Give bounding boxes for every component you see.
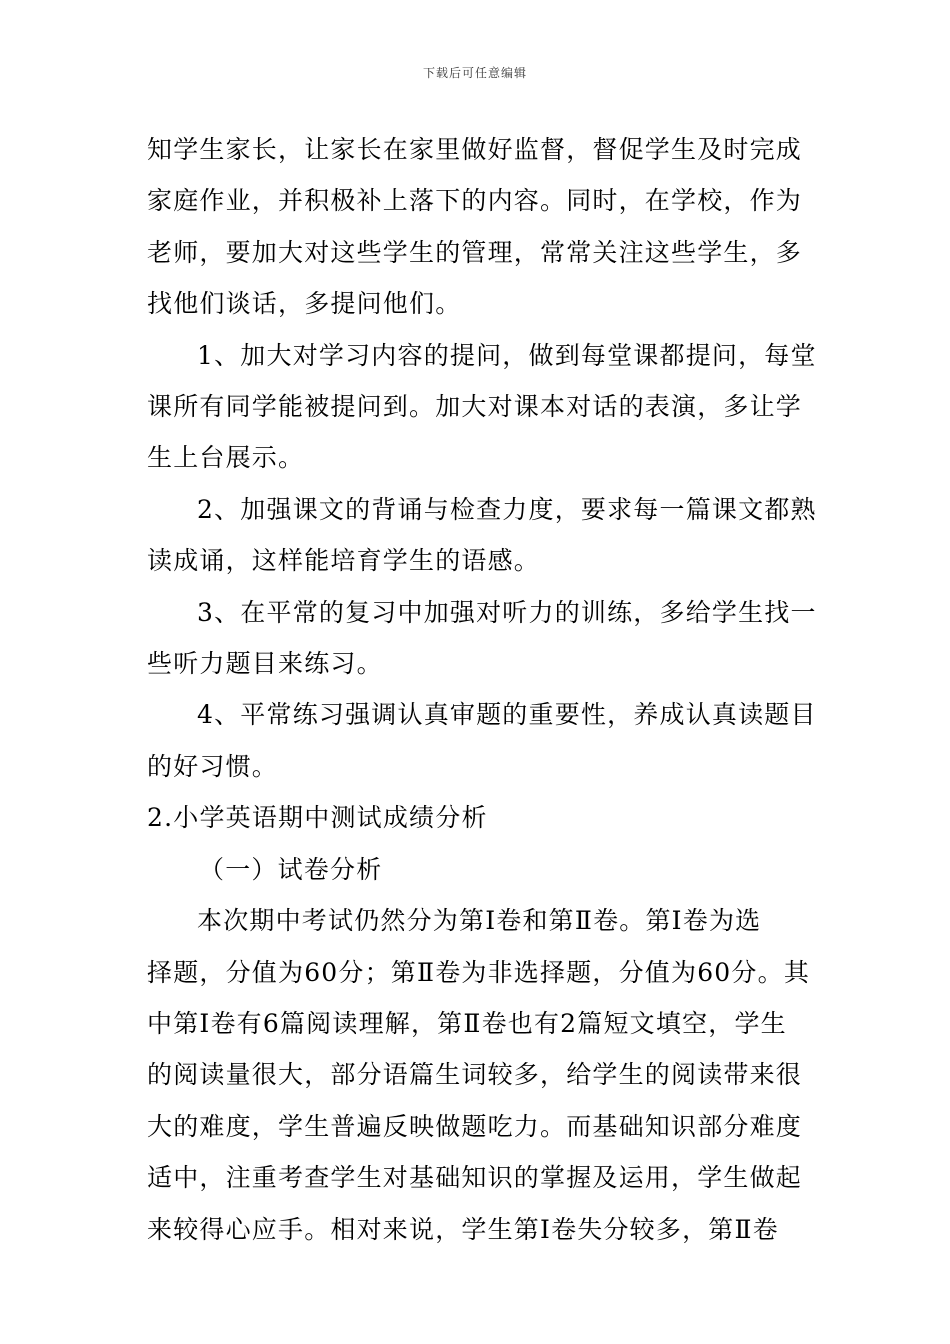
paragraph-line: 中第Ⅰ卷有6篇阅读理解，第Ⅱ卷也有2篇短文填空，学生 <box>147 1008 787 1038</box>
paragraph-line: 知学生家长，让家长在家里做好监督，督促学生及时完成 <box>147 135 803 164</box>
paragraph-line: 适中，注重考查学生对基础知识的掌握及运用，学生做起 <box>147 1163 803 1193</box>
paragraph-line: 家庭作业，并积极补上落下的内容。同时，在学校，作为 <box>147 186 803 216</box>
list-item-2-line: 读成诵，这样能培育学生的语感。 <box>147 546 541 576</box>
paragraph-line: 找他们谈话，多提问他们。 <box>147 289 462 319</box>
list-item-4-line: 的好习惯。 <box>147 751 279 781</box>
list-item-1-line: 课所有同学能被提问到。加大对课本对话的表演，多让学 <box>147 392 803 422</box>
paragraph-line: 大的难度，学生普遍反映做题吃力。而基础知识部分难度 <box>147 1111 803 1141</box>
list-item-1-line: 生上台展示。 <box>147 443 305 473</box>
subsection-title: （一）试卷分析 <box>199 854 383 884</box>
paragraph-line: 本次期中考试仍然分为第Ⅰ卷和第Ⅱ卷。第Ⅰ卷为选 <box>197 906 762 936</box>
paragraph-line: 择题，分值为60分；第Ⅱ卷为非选择题，分值为60分。其 <box>147 957 811 987</box>
list-item-2-line: 2、加强课文的背诵与检查力度，要求每一篇课文都熟 <box>197 494 817 524</box>
list-item-1-line: 1、加大对学习内容的提问，做到每堂课都提问，每堂 <box>197 340 817 370</box>
list-item-3-line: 些听力题目来练习。 <box>147 649 383 679</box>
page-header-note: 下载后可任意编辑 <box>422 66 527 80</box>
list-item-3-line: 3、在平常的复习中加强对听力的训练，多给学生找一 <box>197 597 817 627</box>
section-title: 2.小学英语期中测试成绩分析 <box>147 803 488 833</box>
paragraph-line: 来较得心应手。相对来说，学生第Ⅰ卷失分较多，第Ⅱ卷 <box>147 1214 779 1244</box>
document-body <box>147 124 819 1255</box>
paragraph-line: 老师，要加大对这些学生的管理，常常关注这些学生，多 <box>147 237 803 267</box>
paragraph-line: 的阅读量很大，部分语篇生词较多，给学生的阅读带来很 <box>147 1060 803 1090</box>
list-item-4-line: 4、平常练习强调认真审题的重要性，养成认真读题目 <box>197 700 817 730</box>
